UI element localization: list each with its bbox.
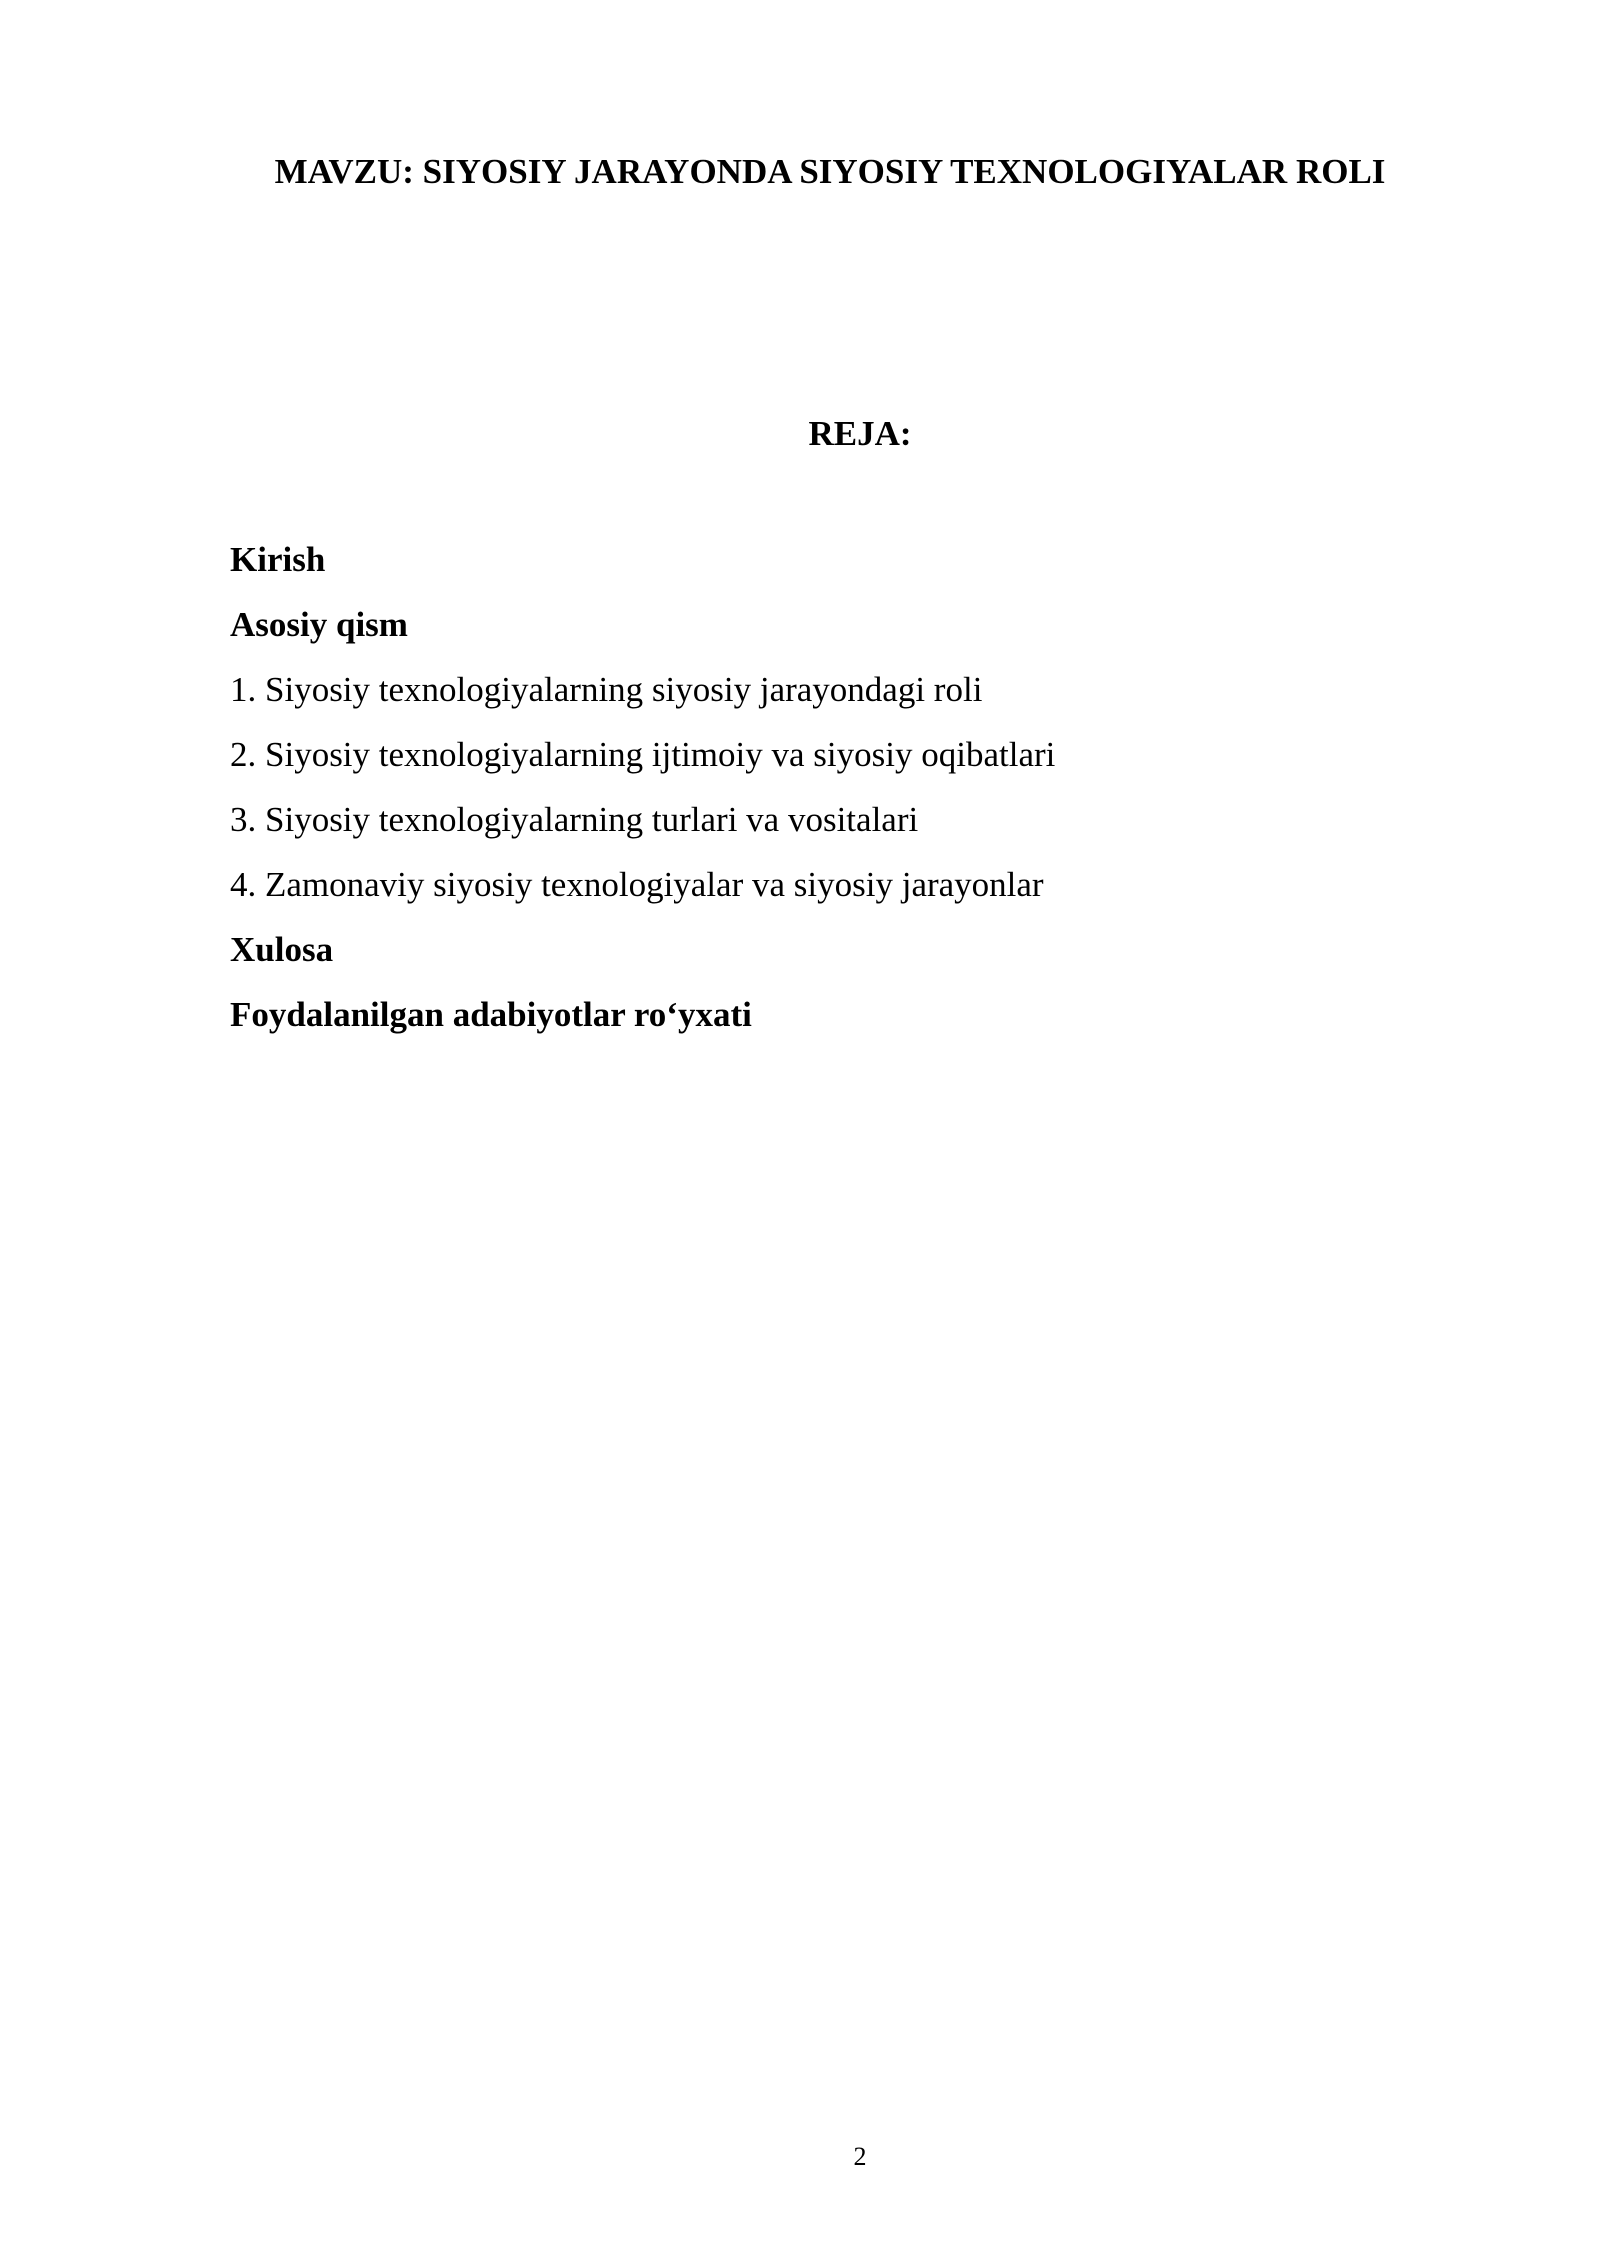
topic-title: MAVZU: SIYOSIY JARAYONDA SIYOSIY TEXNOLOGIYALAR ROLI	[274, 152, 1386, 191]
plan-item-introduction: Kirish	[230, 540, 326, 579]
plan-item-section-3: 3. Siyosiy texnologiyalarning turlari va vositalari	[230, 800, 919, 839]
plan-item-section-2: 2. Siyosiy texnologiyalarning ijtimoiy va siyosiy oqibatlari	[230, 735, 1056, 774]
plan-item-section-1: 1. Siyosiy texnologiyalarning siyosiy jarayondagi roli	[230, 670, 983, 709]
plan-item-references: Foydalanilgan adabiyotlar ro‘yxati	[230, 995, 752, 1034]
plan-item-conclusion: Xulosa	[230, 930, 334, 969]
plan-heading: REJA:	[808, 414, 912, 453]
plan-list	[230, 538, 1055, 1058]
page-number: 2	[853, 2142, 867, 2171]
plan-item-section-4: 4. Zamonaviy siyosiy texnologiyalar va siyosiy jarayonlar	[230, 865, 1044, 904]
plan-item-main-part: Asosiy qism	[230, 605, 408, 644]
